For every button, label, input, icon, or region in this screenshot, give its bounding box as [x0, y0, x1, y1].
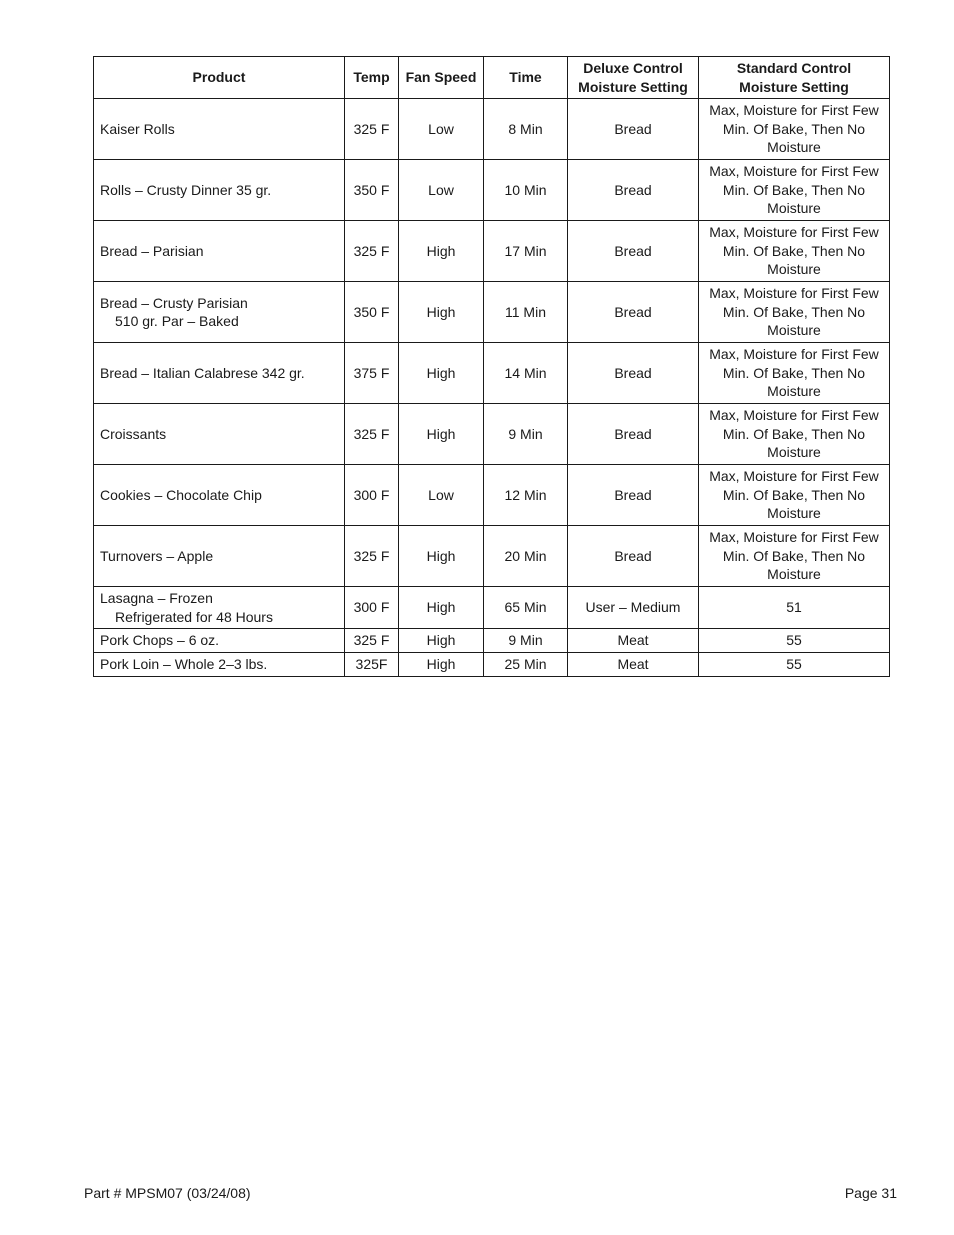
- table-body: [94, 99, 890, 677]
- cell-temp: 325 F: [345, 404, 399, 465]
- table-row: [94, 343, 890, 404]
- product-name: Pork Chops – 6 oz.: [100, 632, 220, 649]
- header-time: Time: [484, 57, 568, 99]
- cell-standard-setting: 55: [699, 629, 890, 653]
- cell-deluxe-setting: Bread: [568, 343, 699, 404]
- table-row: [94, 629, 890, 653]
- footer-page-number: Page 31: [844, 1185, 897, 1201]
- cell-fan-speed: Low: [399, 160, 484, 221]
- cell-fan-speed: High: [399, 629, 484, 653]
- cell-time: 17 Min: [484, 221, 568, 282]
- table-row: [94, 99, 890, 160]
- table-row: [94, 404, 890, 465]
- cell-deluxe-setting: Bread: [568, 99, 699, 160]
- product-name: Rolls – Crusty Dinner 35 gr.: [100, 181, 272, 198]
- cell-product: [94, 526, 345, 587]
- cell-temp: 325 F: [345, 221, 399, 282]
- product-name: Bread – Crusty Parisian: [100, 294, 248, 311]
- product-name: Croissants: [100, 425, 167, 442]
- header-deluxe-control: [568, 57, 699, 99]
- cell-product: [94, 587, 345, 629]
- cell-product: [94, 221, 345, 282]
- cell-deluxe-setting: User – Medium: [568, 587, 699, 629]
- cell-time: 12 Min: [484, 465, 568, 526]
- header-standard-line2: Moisture Setting: [739, 78, 849, 95]
- cell-deluxe-setting: Bread: [568, 160, 699, 221]
- cell-fan-speed: High: [399, 282, 484, 343]
- cell-product: [94, 629, 345, 653]
- cell-fan-speed: Low: [399, 465, 484, 526]
- cell-product: [94, 343, 345, 404]
- cell-fan-speed: High: [399, 404, 484, 465]
- cell-standard-setting: Max, Moisture for First Few Min. Of Bake, Then No Moisture: [699, 465, 890, 526]
- cell-deluxe-setting: Bread: [568, 282, 699, 343]
- cell-deluxe-setting: Bread: [568, 526, 699, 587]
- cell-time: 65 Min: [484, 587, 568, 629]
- cell-temp: 350 F: [345, 282, 399, 343]
- cell-standard-setting: Max, Moisture for First Few Min. Of Bake, Then No Moisture: [699, 221, 890, 282]
- cell-deluxe-setting: Meat: [568, 629, 699, 653]
- cell-temp: 350 F: [345, 160, 399, 221]
- product-name: Cookies – Chocolate Chip: [100, 486, 262, 503]
- cell-standard-setting: Max, Moisture for First Few Min. Of Bake, Then No Moisture: [699, 160, 890, 221]
- header-deluxe-line2: Moisture Setting: [578, 78, 688, 95]
- table-row: [94, 160, 890, 221]
- header-fan-speed: Fan Speed: [399, 57, 484, 99]
- product-name: Lasagna – Frozen: [100, 590, 213, 606]
- table-row: [94, 282, 890, 343]
- product-name: Bread – Parisian: [100, 242, 204, 259]
- header-standard-control: [699, 57, 890, 99]
- table-header-row: [94, 57, 890, 99]
- cell-temp: 325 F: [345, 526, 399, 587]
- cell-product: [94, 99, 345, 160]
- cell-fan-speed: High: [399, 653, 484, 677]
- cell-time: 20 Min: [484, 526, 568, 587]
- product-name: Kaiser Rolls: [100, 120, 175, 137]
- cell-temp: 325 F: [345, 99, 399, 160]
- cell-time: 8 Min: [484, 99, 568, 160]
- cell-standard-setting: Max, Moisture for First Few Min. Of Bake, Then No Moisture: [699, 526, 890, 587]
- header-deluxe-line1: Deluxe Control: [583, 60, 683, 76]
- cell-temp: 375 F: [345, 343, 399, 404]
- cell-standard-setting: Max, Moisture for First Few Min. Of Bake, Then No Moisture: [699, 99, 890, 160]
- product-name: Pork Loin – Whole 2–3 lbs.: [100, 656, 268, 673]
- product-subtitle: Refrigerated for 48 Hours: [115, 608, 273, 625]
- cell-fan-speed: Low: [399, 99, 484, 160]
- cell-deluxe-setting: Bread: [568, 221, 699, 282]
- product-name: Bread – Italian Calabrese 342 gr.: [100, 364, 305, 381]
- cell-product: [94, 465, 345, 526]
- cell-fan-speed: High: [399, 343, 484, 404]
- cell-deluxe-setting: Bread: [568, 404, 699, 465]
- cell-standard-setting: Max, Moisture for First Few Min. Of Bake, Then No Moisture: [699, 282, 890, 343]
- cell-standard-setting: Max, Moisture for First Few Min. Of Bake, Then No Moisture: [699, 404, 890, 465]
- header-temp: Temp: [345, 57, 399, 99]
- cell-temp: 300 F: [345, 465, 399, 526]
- header-standard-line1: Standard Control: [736, 60, 852, 76]
- cell-product: [94, 404, 345, 465]
- cell-product: [94, 653, 345, 677]
- cell-temp: 325 F: [345, 629, 399, 653]
- cell-time: 14 Min: [484, 343, 568, 404]
- cell-time: 9 Min: [484, 404, 568, 465]
- cell-product: [94, 160, 345, 221]
- footer-part-number: Part # MPSM07 (03/24/08): [84, 1185, 251, 1201]
- product-subtitle: 510 gr. Par – Baked: [115, 313, 239, 329]
- cell-standard-setting: Max, Moisture for First Few Min. Of Bake, Then No Moisture: [699, 343, 890, 404]
- cell-time: 9 Min: [484, 629, 568, 653]
- cell-deluxe-setting: Meat: [568, 653, 699, 677]
- product-name: Turnovers – Apple: [100, 547, 214, 564]
- cell-time: 11 Min: [484, 282, 568, 343]
- cell-standard-setting: 55: [699, 653, 890, 677]
- table-row: [94, 221, 890, 282]
- cell-fan-speed: High: [399, 526, 484, 587]
- cell-product: [94, 282, 345, 343]
- recipe-table-container: [93, 56, 889, 677]
- table-row: [94, 526, 890, 587]
- cell-time: 25 Min: [484, 653, 568, 677]
- cell-fan-speed: High: [399, 221, 484, 282]
- cell-standard-setting: 51: [699, 587, 890, 629]
- table-row: [94, 465, 890, 526]
- cell-time: 10 Min: [484, 160, 568, 221]
- cell-temp: 325F: [345, 653, 399, 677]
- table-row: [94, 653, 890, 677]
- cell-deluxe-setting: Bread: [568, 465, 699, 526]
- cell-fan-speed: High: [399, 587, 484, 629]
- table-row: [94, 587, 890, 629]
- header-product: Product: [94, 57, 345, 99]
- recipe-settings-table: [93, 56, 890, 677]
- cell-temp: 300 F: [345, 587, 399, 629]
